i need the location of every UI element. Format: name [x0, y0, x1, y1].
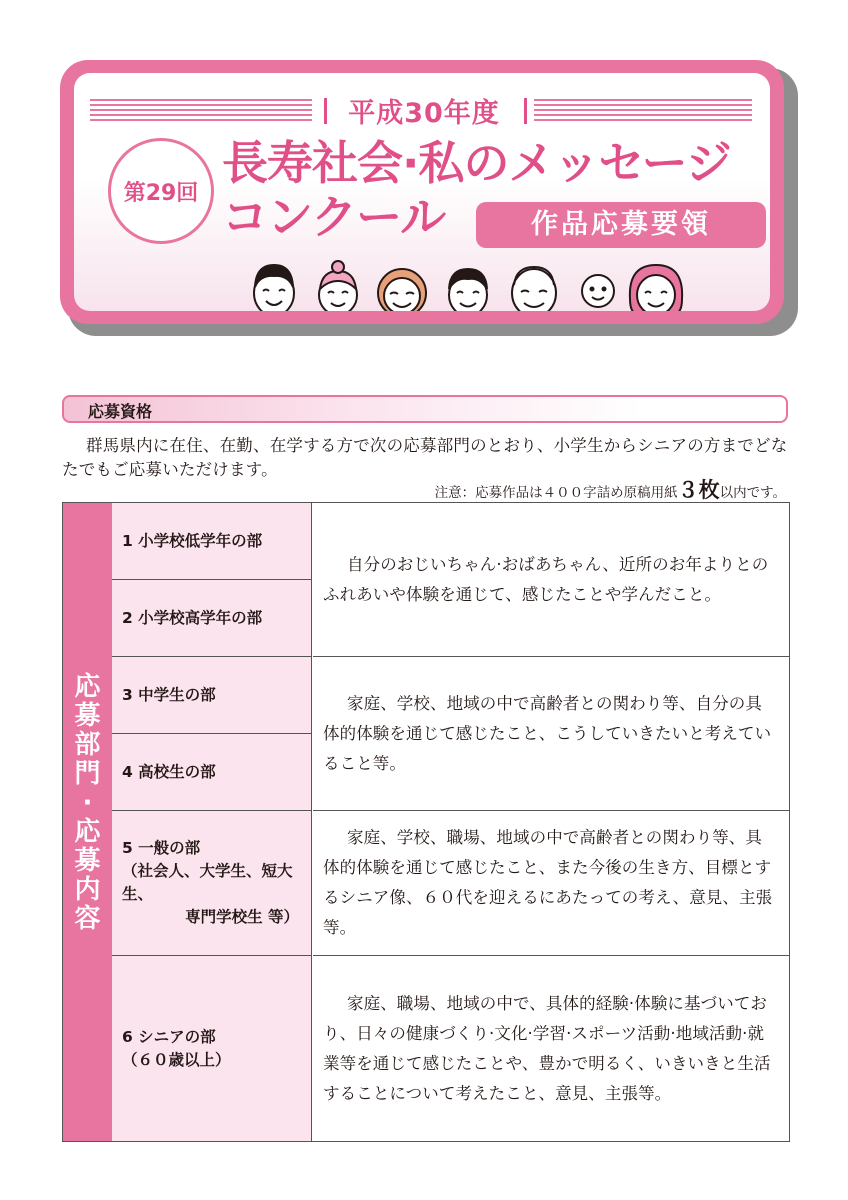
- division-label: 2 小学校高学年の部: [122, 608, 263, 627]
- side-label-char: 募: [74, 701, 101, 731]
- edition-badge: [108, 138, 214, 244]
- eligibility-heading-bar: [62, 395, 788, 423]
- content-cell-elementary: [313, 503, 789, 657]
- girl-face-icon: [319, 261, 357, 311]
- note-page-limit: ３枚: [677, 478, 720, 502]
- division-sublabel: （社会人、大学生、短大生、: [122, 862, 293, 903]
- side-label-char: 応: [74, 817, 101, 847]
- banner-inner: [74, 73, 770, 311]
- grandpa-face-icon: [512, 267, 556, 311]
- content-text: 自分のおじいちゃん·おばあちゃん、近所のお年よりとのふれあいや体験を通じて、感じたことや学んだこと。: [323, 554, 769, 604]
- side-label-char: 募: [74, 846, 101, 876]
- note-suffix: 以内です。: [719, 485, 786, 501]
- grandma-face-icon: [378, 269, 426, 311]
- application-guide-badge: 作品応募要領: [476, 202, 766, 248]
- content-cell-secondary: [313, 657, 789, 811]
- side-label: [63, 673, 112, 934]
- decorative-stripes-right: [534, 99, 752, 121]
- man-face-icon: [254, 265, 294, 311]
- side-label-char: ·: [82, 788, 93, 818]
- division-cell-1: [112, 503, 312, 580]
- division-cell-6: [112, 956, 312, 1141]
- eligibility-heading: 応募資格: [88, 402, 153, 421]
- eligibility-intro: 群馬県内に在住、在勤、在学する方で次の応募部門のとおり、小学生からシニアの方までどなたでもご応募いただけます。: [62, 436, 788, 479]
- division-label: 4 高校生の部: [122, 762, 216, 781]
- division-label: 3 中学生の部: [122, 685, 216, 704]
- decorative-stripes-left: [90, 99, 312, 121]
- length-note: [435, 474, 786, 504]
- contest-title-line2: コンクール: [222, 190, 446, 244]
- contest-title-line1: 長寿社会·私のメッセージ: [222, 136, 731, 190]
- division-sublabel: （６０歳以上）: [122, 1050, 231, 1069]
- note-prefix: 注意：応募作品は４００字詰め原稿用紙: [434, 485, 678, 501]
- edition-label: 第29回: [123, 180, 199, 206]
- division-sublabel: 専門学校生 等）: [185, 908, 299, 926]
- content-text: 家庭、学校、職場、地域の中で高齢者との関わり等、具体的体験を通じて感じたこと、また今後の生き方、目標とするシニア像、６０代を迎えるにあたっての考え、意見、主張等。: [323, 828, 773, 937]
- faces-illustration: [248, 259, 698, 311]
- division-label: 1 小学校低学年の部: [122, 531, 263, 550]
- division-cell-4: [112, 734, 312, 811]
- side-label-char: 容: [74, 904, 101, 934]
- division-cell-3: [112, 657, 312, 734]
- woman-face-icon: [630, 265, 682, 311]
- content-cell-senior: [313, 956, 789, 1141]
- side-label-char: 内: [74, 875, 101, 905]
- content-text: 家庭、職場、地域の中で、具体的経験·体験に基づいており、日々の健康づくり·文化·学習·スポーツ活動·地域活動·就業等を通じて感じたことや、豊かで明るく、いきいきと生活することについて考えたこと、意見、主張等。: [323, 993, 771, 1103]
- side-label-char: 応: [74, 672, 101, 702]
- side-label-column: [63, 503, 113, 1141]
- division-label: 5 一般の部: [122, 839, 201, 857]
- title-banner: [60, 60, 784, 324]
- boy-face-icon: [449, 269, 487, 311]
- division-cell-5: [112, 811, 312, 956]
- year-title: 平成30年度: [348, 98, 500, 129]
- divisions-table: [62, 502, 790, 1142]
- content-cell-general: [313, 811, 789, 956]
- division-label: 6 シニアの部: [122, 1027, 216, 1046]
- side-label-char: 部: [74, 730, 101, 760]
- side-label-char: 門: [74, 759, 101, 789]
- division-cell-2: [112, 580, 312, 657]
- content-text: 家庭、学校、地域の中で高齢者との関わり等、自分の具体的体験を通じて感じたこと、こうしていきたいと考えていること等。: [323, 693, 772, 773]
- year-divider-right: [524, 98, 527, 124]
- baby-face-icon: [582, 275, 614, 307]
